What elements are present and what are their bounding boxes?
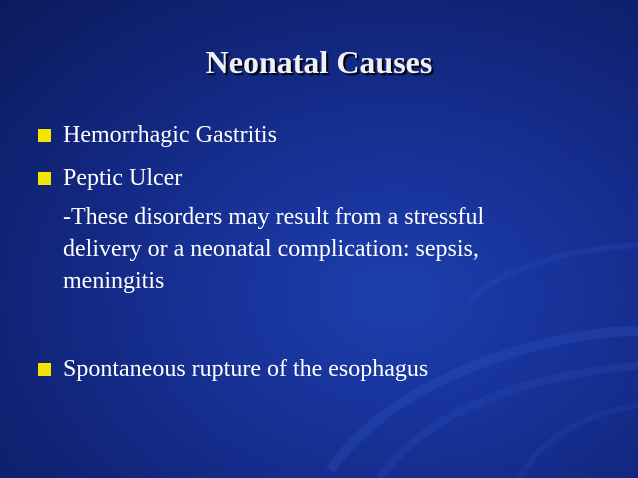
square-bullet-icon xyxy=(38,172,51,185)
bullet-item-peptic-ulcer xyxy=(38,161,182,195)
bullet-text: Peptic Ulcer xyxy=(63,164,183,191)
note-line: meningitis xyxy=(63,268,165,294)
note-paragraph xyxy=(63,201,583,297)
bullet-text: Hemorrhagic Gastritis xyxy=(63,121,277,148)
bullet-item-hemorrhagic-gastritis xyxy=(38,118,277,152)
bullet-text: Spontaneous rupture of the esophagus xyxy=(63,355,429,382)
square-bullet-icon xyxy=(38,363,51,376)
note-line: delivery or a neonatal complication: sepsis, xyxy=(63,236,479,262)
bullet-item-spontaneous-rupture xyxy=(38,352,428,386)
slide-title: Neonatal Causes xyxy=(205,44,433,80)
note-line: -These disorders may result from a stressful xyxy=(63,204,485,230)
square-bullet-icon xyxy=(38,129,51,142)
